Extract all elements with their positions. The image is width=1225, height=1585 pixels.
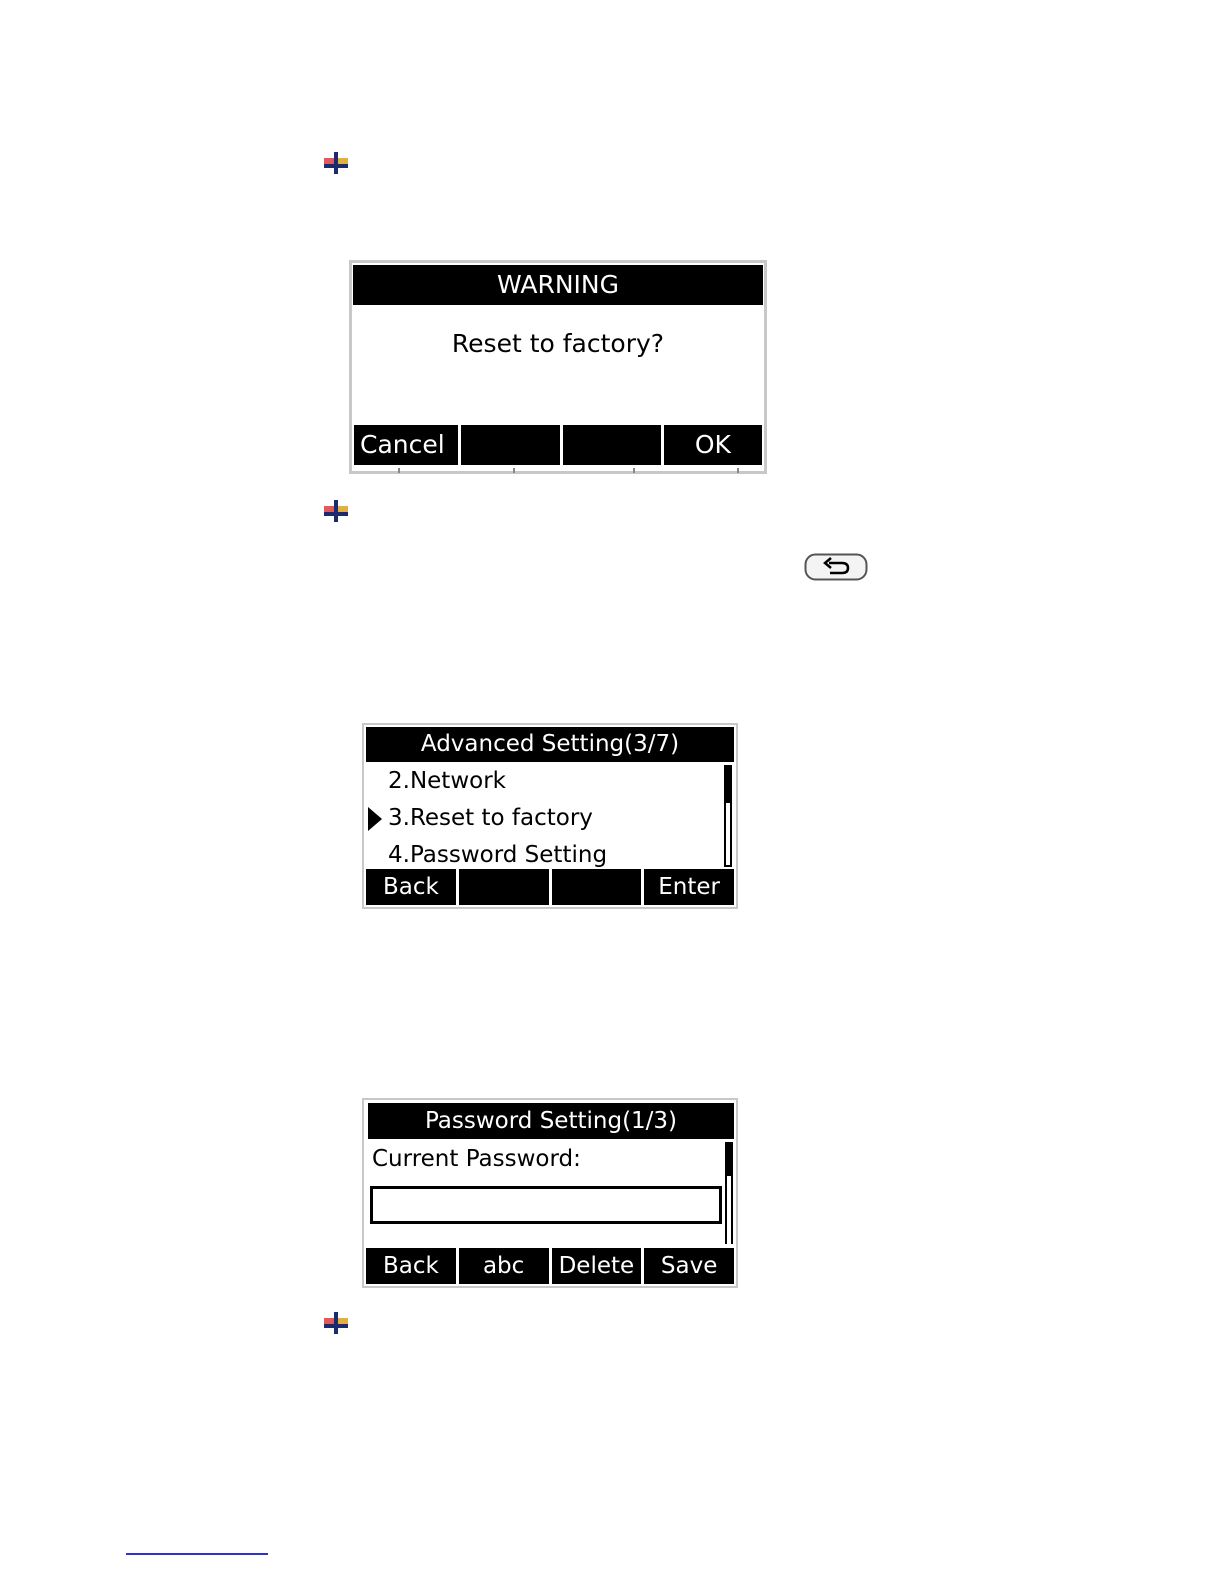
- bullet-marker-icon: [324, 500, 348, 524]
- bullet-marker-icon: [324, 1312, 348, 1336]
- screen-title: Password Setting(1/3): [368, 1103, 734, 1139]
- footer-link-underline: [126, 1553, 268, 1555]
- softkey-bar: [354, 425, 762, 465]
- password-setting-screen: [362, 1098, 738, 1288]
- softkey-3[interactable]: [563, 425, 661, 465]
- cancel-softkey[interactable]: Cancel: [354, 425, 458, 465]
- menu-item-password-setting[interactable]: 4.Password Setting: [388, 842, 608, 868]
- save-softkey[interactable]: Save: [644, 1248, 734, 1284]
- advanced-setting-screen: [362, 723, 738, 909]
- menu-item-network[interactable]: 2.Network: [388, 768, 506, 794]
- back-key-icon: [804, 553, 868, 581]
- softkey-2[interactable]: [461, 425, 559, 465]
- screen-title: Advanced Setting(3/7): [366, 727, 734, 762]
- current-password-label: Current Password:: [372, 1146, 581, 1172]
- softkey-bar: [366, 869, 734, 905]
- scrollbar[interactable]: [725, 1142, 733, 1244]
- back-softkey[interactable]: Back: [366, 869, 456, 905]
- ok-softkey[interactable]: OK: [664, 425, 762, 465]
- abc-softkey[interactable]: abc: [459, 1248, 549, 1284]
- bullet-marker-icon: [324, 152, 348, 176]
- menu-list: [364, 763, 736, 874]
- softkey-2[interactable]: [459, 869, 549, 905]
- menu-item-reset-to-factory[interactable]: 3.Reset to factory: [364, 800, 736, 837]
- scrollbar[interactable]: [724, 765, 732, 867]
- back-softkey[interactable]: Back: [366, 1248, 456, 1284]
- dialog-message: Reset to factory?: [451, 329, 665, 358]
- current-password-input[interactable]: [370, 1186, 722, 1224]
- dialog-title: WARNING: [353, 265, 763, 305]
- softkey-ticks: [352, 468, 764, 473]
- delete-softkey[interactable]: Delete: [552, 1248, 642, 1284]
- softkey-bar: [366, 1248, 734, 1284]
- enter-softkey[interactable]: Enter: [644, 869, 734, 905]
- warning-dialog: [349, 260, 767, 474]
- softkey-3[interactable]: [552, 869, 642, 905]
- selection-arrow-icon: [368, 807, 382, 831]
